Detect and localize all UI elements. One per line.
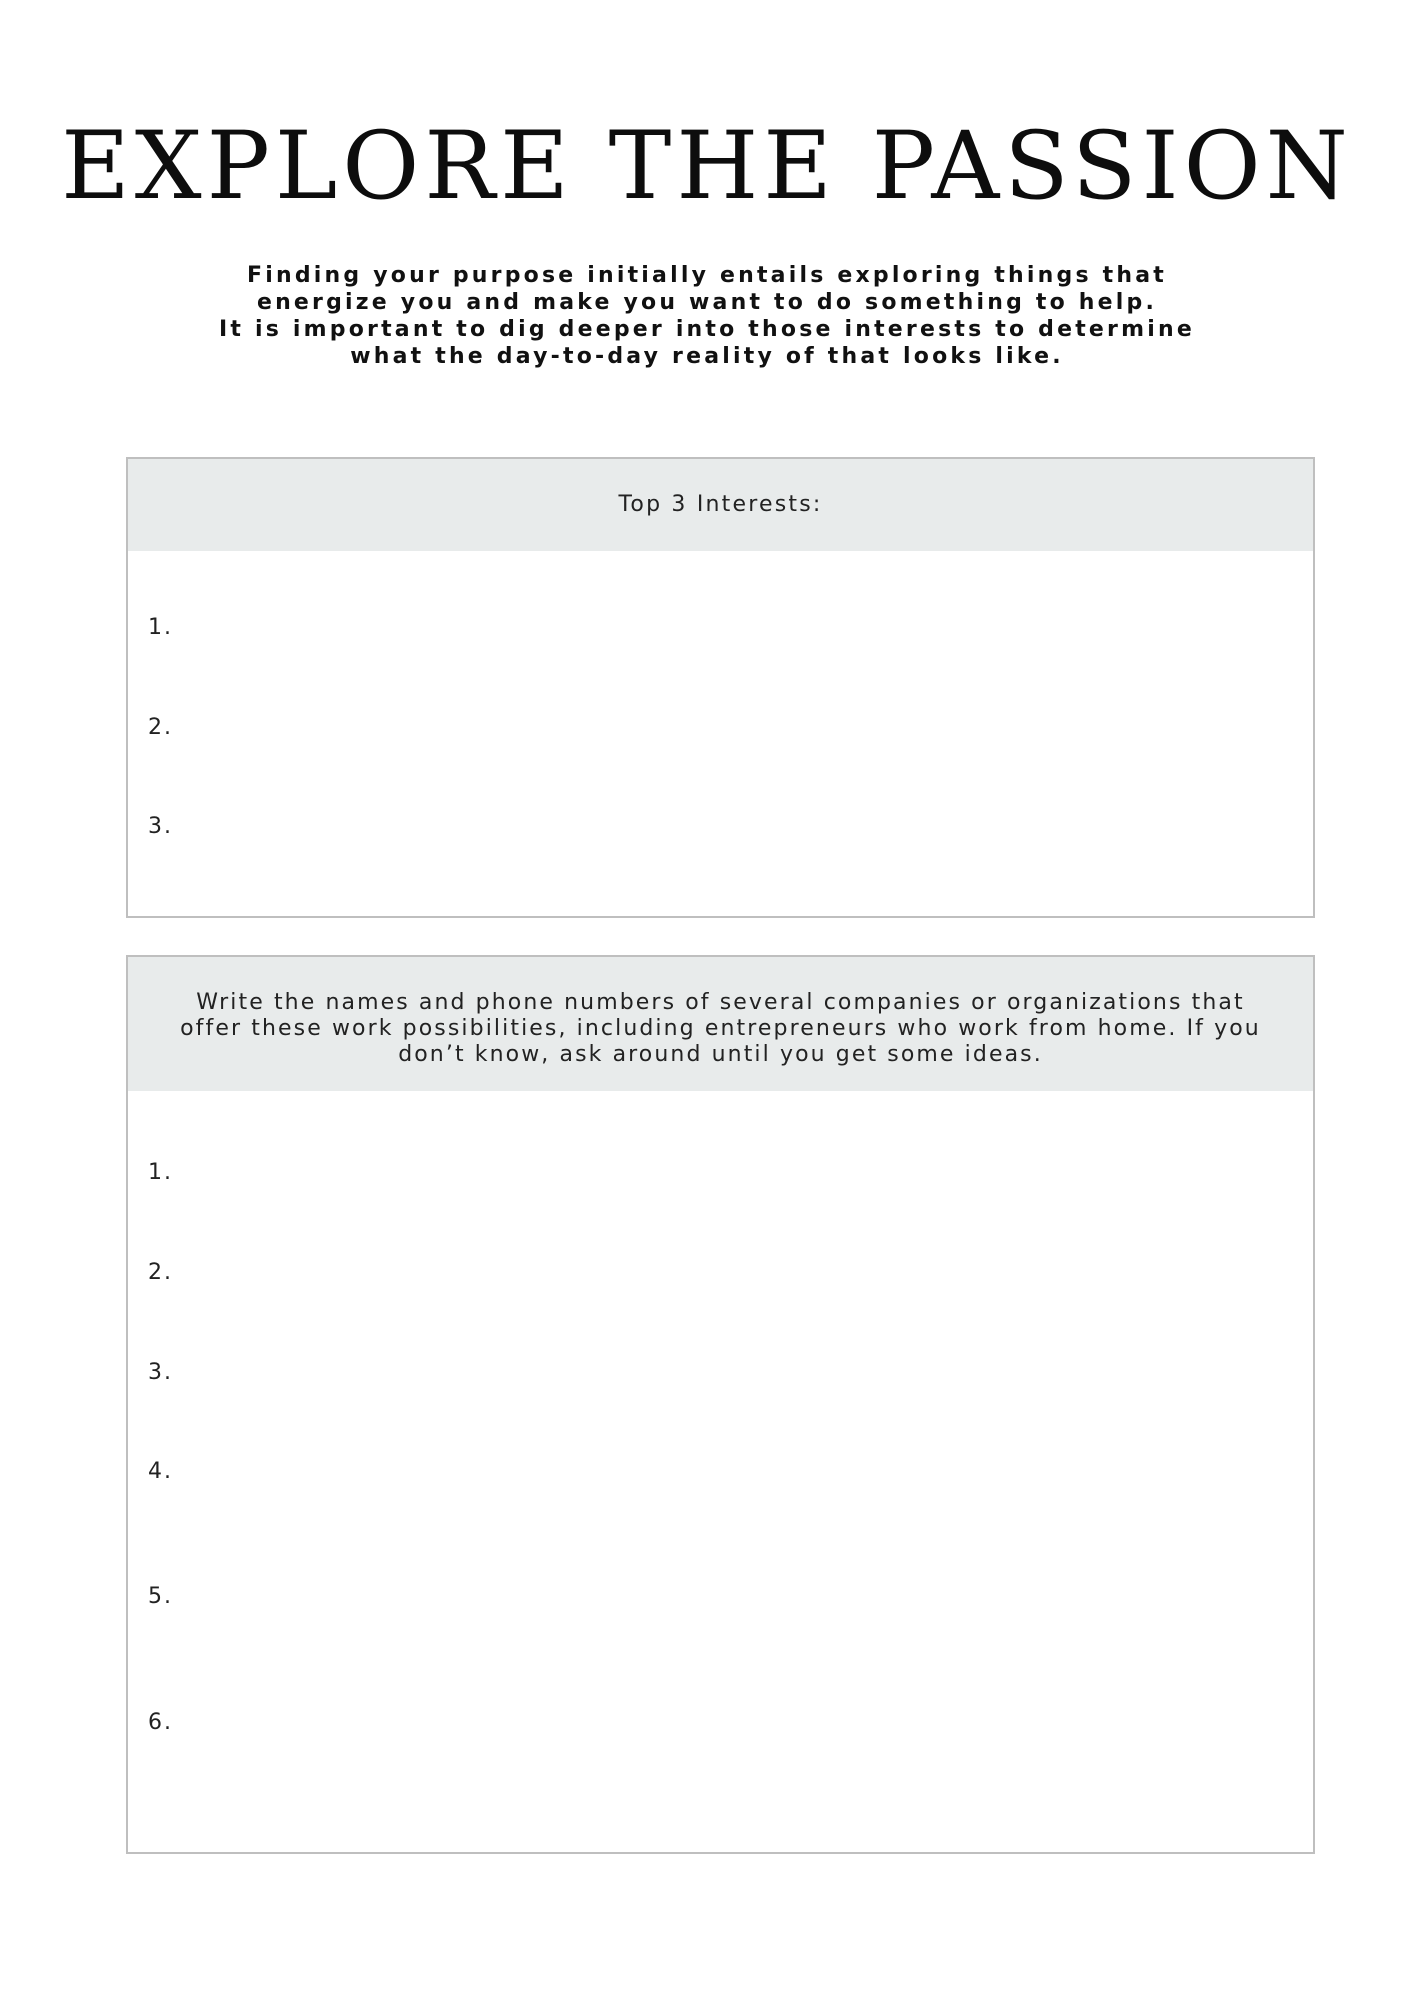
intro-line: energize you and make you want to do something to help.	[256, 290, 1158, 315]
company-item-3[interactable]: 3.	[148, 1360, 173, 1385]
intro-line: Finding your purpose initially entails exploring things that	[247, 263, 1167, 288]
companies-heading	[128, 957, 1313, 1091]
companies-box	[126, 955, 1315, 1854]
companies-heading-line: offer these work possibilities, including entrepreneurs who work from home. If you	[180, 1016, 1261, 1041]
companies-heading-line: Write the names and phone numbers of several companies or organizations that	[196, 990, 1245, 1015]
company-item-1[interactable]: 1.	[148, 1160, 173, 1185]
interest-item-2[interactable]: 2.	[148, 715, 173, 740]
intro-text	[157, 262, 1257, 370]
company-item-2[interactable]: 2.	[148, 1260, 173, 1285]
companies-heading-line: don’t know, ask around until you get some ideas.	[398, 1042, 1043, 1067]
interest-item-1[interactable]: 1.	[148, 615, 173, 640]
intro-line: what the day-to-day reality of that looks like.	[350, 344, 1064, 369]
page-title: EXPLORE THE PASSION	[61, 112, 1353, 221]
company-item-5[interactable]: 5.	[148, 1584, 173, 1609]
interests-heading: Top 3 Interests:	[128, 459, 1313, 551]
company-item-6[interactable]: 6.	[148, 1710, 173, 1735]
intro-line: It is important to dig deeper into those interests to determine	[219, 317, 1195, 342]
interest-item-3[interactable]: 3.	[148, 814, 173, 839]
company-item-4[interactable]: 4.	[148, 1459, 173, 1484]
interests-box	[126, 457, 1315, 918]
